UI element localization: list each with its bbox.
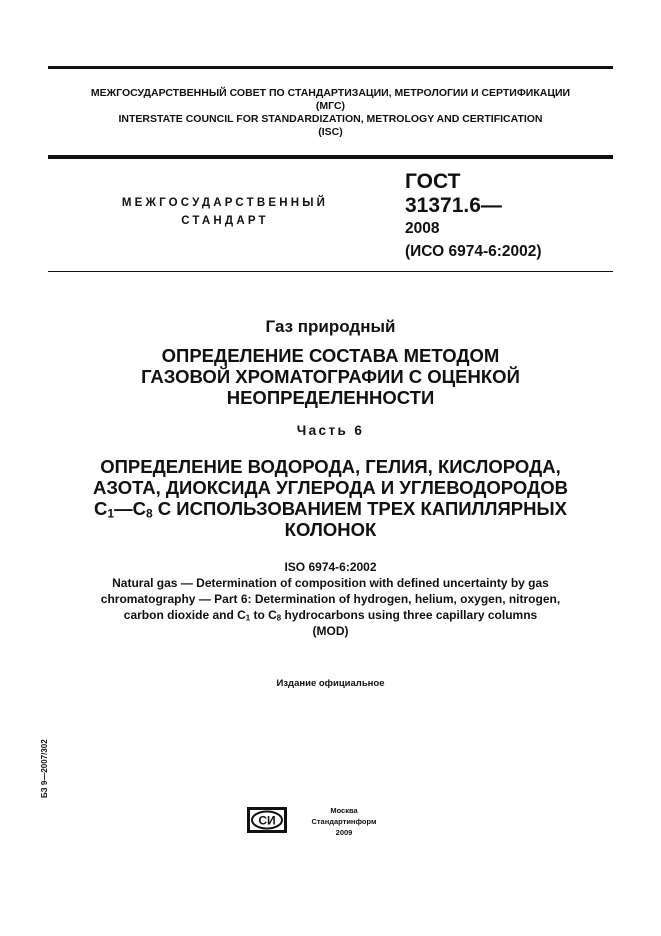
title-line-2: ГАЗОВОЙ ХРОМАТОГРАФИИ С ОЦЕНКОЙ	[141, 366, 520, 387]
iso-c8: 8	[276, 613, 282, 623]
subtitle-c1: 1	[107, 506, 115, 521]
subtitle-line-3	[48, 498, 613, 519]
logo-letters: СИ	[258, 813, 276, 828]
iso-title-line-3	[48, 607, 613, 623]
title-block	[48, 345, 613, 408]
council-ru: МЕЖГОСУДАРСТВЕННЫЙ СОВЕТ ПО СТАНДАРТИЗАЦИИ, МЕТРОЛОГИИ И СЕРТИФИКАЦИИ	[90, 87, 571, 99]
subtitle-c: С	[94, 498, 108, 519]
subtitle-c8: 8	[145, 506, 153, 521]
subtitle-line-2: АЗОТА, ДИОКСИДА УГЛЕРОДА И УГЛЕВОДОРОДОВ	[93, 477, 568, 498]
iso-line-3-c: hydrocarbons using three capillary columns	[281, 608, 538, 622]
title-line-3: НЕОПРЕДЕЛЕННОСТИ	[226, 387, 435, 408]
gost-prefix: ГОСТ	[405, 170, 461, 193]
iso-reference: (ИСО 6974-6:2002)	[405, 243, 542, 260]
standard-type-line2: СТАНДАРТ	[181, 215, 269, 227]
council-ru-abbr: (МГС)	[315, 100, 346, 112]
iso-c1: 1	[245, 613, 251, 623]
divider-rule	[48, 271, 613, 272]
publisher-city: Москва	[330, 806, 358, 815]
side-code: БЗ 9—2007/302	[40, 739, 49, 798]
iso-line-3-a: carbon dioxide and C	[123, 608, 246, 622]
gost-number: 31371.6—	[405, 194, 502, 217]
subtitle-block	[48, 456, 613, 540]
council-en: INTERSTATE COUNCIL FOR STANDARDIZATION, METROLOGY AND CERTIFICATION	[118, 113, 543, 125]
gost-year: 2008	[405, 220, 440, 237]
main-title: Газ природный	[265, 317, 396, 336]
standartinform-logo-icon	[247, 807, 287, 833]
subtitle-line-1: ОПРЕДЕЛЕНИЕ ВОДОРОДА, ГЕЛИЯ, КИСЛОРОДА,	[100, 456, 561, 477]
publisher	[296, 805, 392, 838]
iso-block	[48, 559, 613, 639]
subtitle-line-4: КОЛОНОК	[284, 519, 377, 540]
standard-type-line1: МЕЖГОСУДАРСТВЕННЫЙ	[121, 197, 329, 209]
subtitle-dash: —С	[114, 498, 146, 519]
top-rule	[48, 66, 613, 69]
iso-line-3-b: to C	[250, 608, 277, 622]
iso-title-line-2: chromatography — Part 6: Determination of hydrogen, helium, oxygen, nitrogen,	[100, 592, 561, 606]
subtitle-line-3-rest: С ИСПОЛЬЗОВАНИЕМ ТРЕХ КАПИЛЛЯРНЫХ	[152, 498, 567, 519]
iso-code: ISO 6974-6:2002	[284, 560, 377, 574]
iso-mod: (MOD)	[312, 624, 349, 638]
part-label: Часть 6	[296, 423, 365, 438]
official-edition: Издание официальное	[276, 678, 385, 689]
iso-title-line-1: Natural gas — Determination of composition with defined uncertainty by gas	[112, 576, 549, 590]
publisher-year: 2009	[335, 828, 353, 837]
council-en-abbr: (ISC)	[318, 126, 343, 138]
header-rule	[48, 155, 613, 159]
title-line-1: ОПРЕДЕЛЕНИЕ СОСТАВА МЕТОДОМ	[161, 345, 500, 366]
publisher-name: Стандартинформ	[311, 817, 377, 826]
